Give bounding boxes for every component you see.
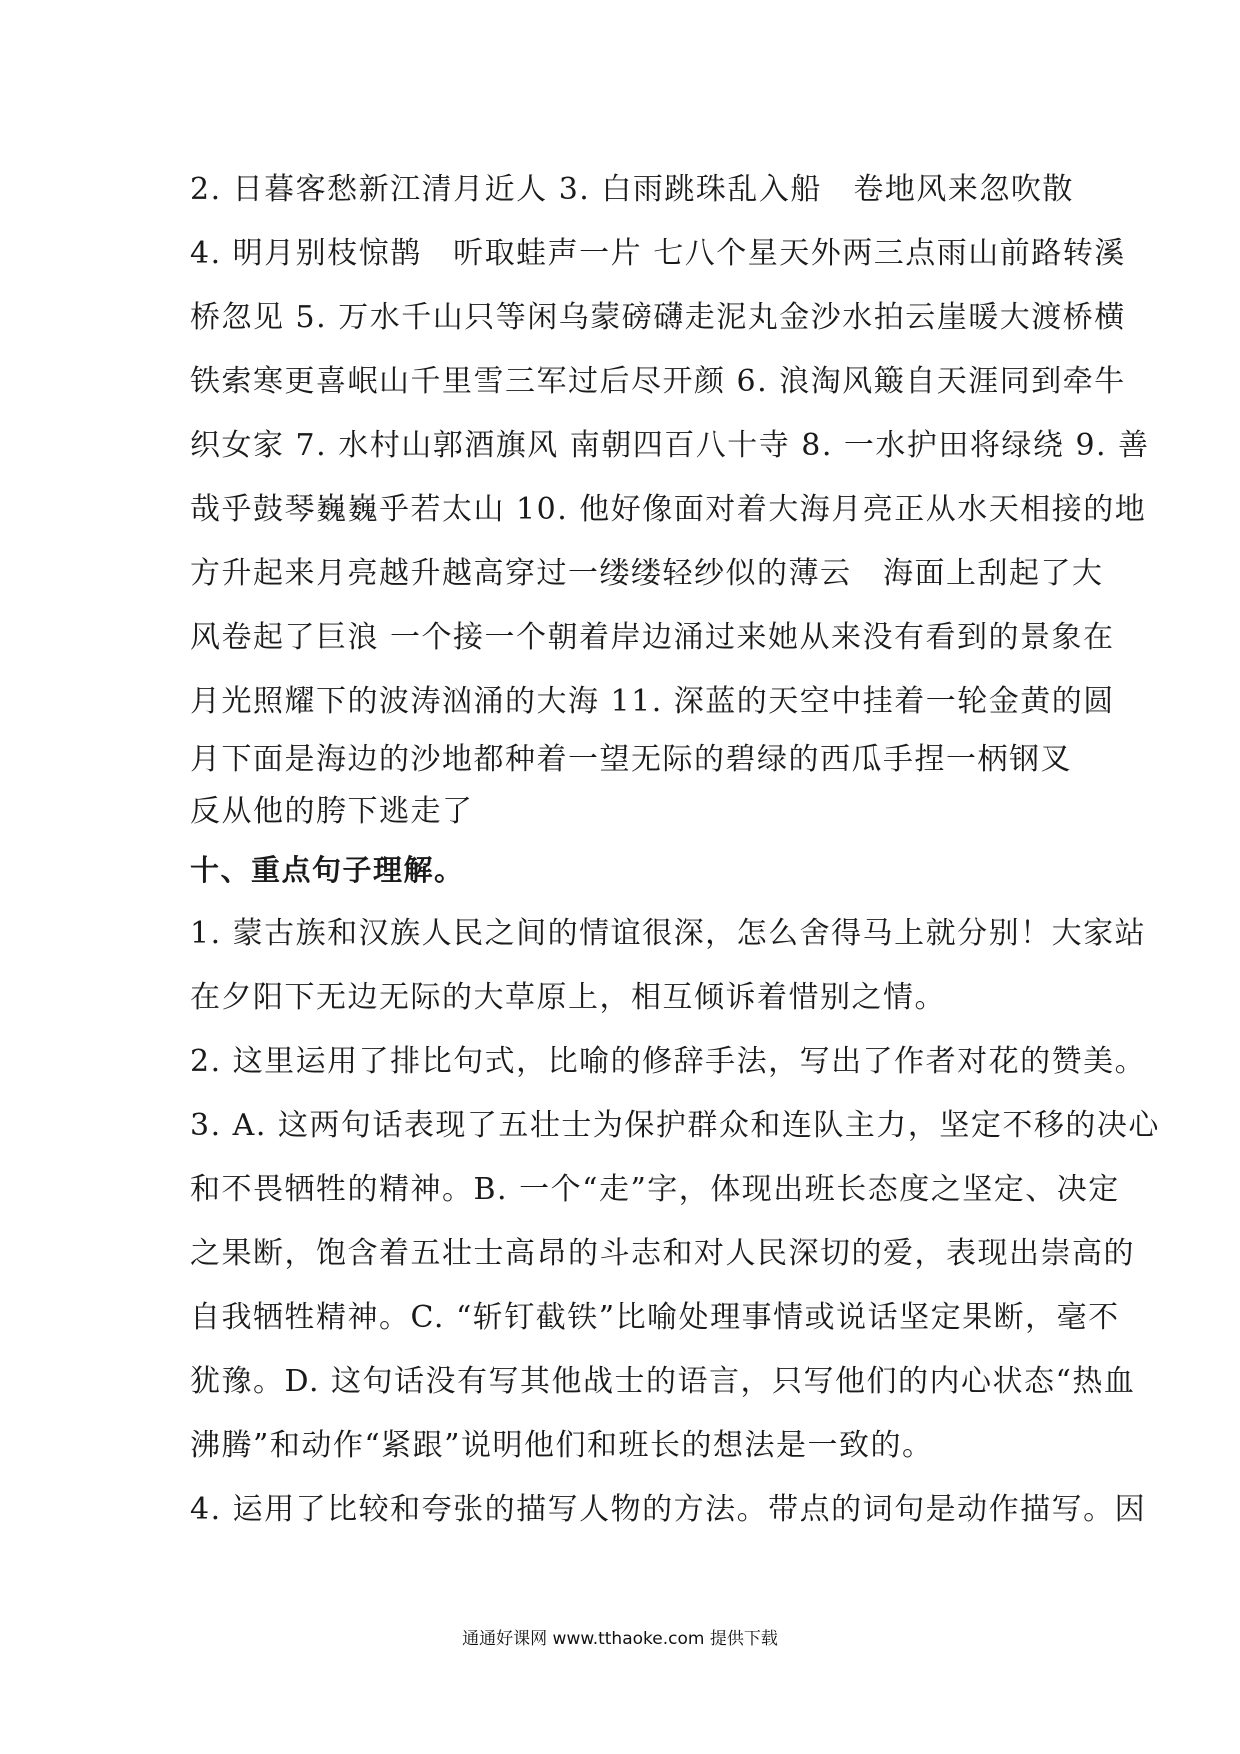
answer-line: 铁索寒更喜岷山千里雪三军过后尽开颜 6. 浪淘风簸自天涯同到牵牛: [190, 364, 1126, 399]
answer-line: 哉乎鼓琴巍巍乎若太山 10. 他好像面对着大海月亮正从水天相接的地: [190, 492, 1147, 527]
section-line: 沸腾”和动作“紧跟”说明他们和班长的想法是一致的。: [190, 1428, 934, 1463]
page-footer: 通通好课网 www.tthaoke.com 提供下载: [462, 1629, 778, 1649]
section-line: 之果断，饱含着五壮士高昂的斗志和对人民深切的爱，表现出崇高的: [190, 1236, 1135, 1271]
section-line: 犹豫。D. 这句话没有写其他战士的语言，只写他们的内心状态“热血: [190, 1364, 1136, 1399]
answer-line: 月光照耀下的波涛汹涌的大海 11. 深蓝的天空中挂着一轮金黄的圆: [190, 684, 1115, 719]
answer-line: 月下面是海边的沙地都种着一望无际的碧绿的西瓜手捏一柄钢叉: [190, 742, 1072, 777]
section-line: 3. A. 这两句话表现了五壮士为保护群众和连队主力，坚定不移的决心: [190, 1108, 1160, 1143]
section-line: 1. 蒙古族和汉族人民之间的情谊很深，怎么舍得马上就分别！大家站: [190, 916, 1147, 951]
section-heading: 十、重点句子理解。: [190, 853, 465, 887]
section-line: 2. 这里运用了排比句式，比喻的修辞手法，写出了作者对花的赞美。: [190, 1044, 1147, 1079]
answer-line: 方升起来月亮越升越高穿过一缕缕轻纱似的薄云 海面上刮起了大: [190, 556, 1104, 591]
answer-line: 风卷起了巨浪 一个接一个朝着岸边涌过来她从来没有看到的景象在: [190, 620, 1115, 655]
document-body: [190, 158, 1160, 1542]
answer-line: 桥忽见 5. 万水千山只等闲乌蒙磅礴走泥丸金沙水拍云崖暖大渡桥横: [190, 300, 1126, 335]
section-line: 自我牺牲精神。C. “斩钉截铁”比喻处理事情或说话坚定果断，毫不: [190, 1300, 1120, 1335]
answer-line: 4. 明月别枝惊鹊 听取蛙声一片 七八个星天外两三点雨山前路转溪: [190, 236, 1126, 271]
section-line: 和不畏牺牲的精神。B. 一个“走”字，体现出班长态度之坚定、决定: [190, 1172, 1120, 1207]
answer-line: 反从他的胯下逃走了: [190, 794, 474, 829]
section-line: 4. 运用了比较和夸张的描写人物的方法。带点的词句是动作描写。因: [190, 1492, 1147, 1527]
answer-line: 2. 日暮客愁新江清月近人 3. 白雨跳珠乱入船 卷地风来忽吹散: [190, 172, 1074, 207]
section-line: 在夕阳下无边无际的大草原上，相互倾诉着惜别之情。: [190, 980, 946, 1015]
answer-line: 织女家 7. 水村山郭酒旗风 南朝四百八十寺 8. 一水护田将绿绕 9. 善: [190, 428, 1150, 463]
